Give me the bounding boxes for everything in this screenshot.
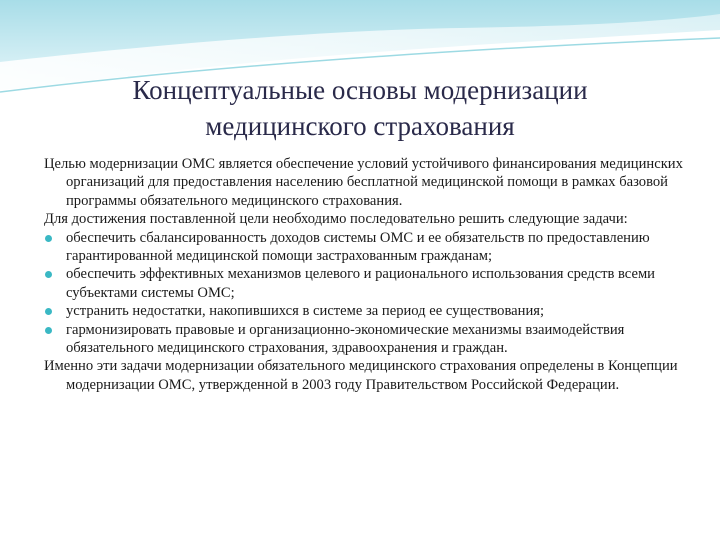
list-item — [44, 302, 684, 320]
title-line-1: Концептуальные основы модернизации — [132, 75, 588, 105]
bullet-dot-icon — [45, 271, 52, 278]
list-item — [44, 321, 684, 358]
list-item-text: гармонизировать правовые и организационно-экономические механизмы взаимодействия обязательного медицинского страхования, здравоохранения и граждан. — [66, 321, 625, 357]
bullet-dot-icon — [45, 327, 52, 334]
list-item-text: устранить недостатки, накопившихся в системе за период ее существования; — [66, 303, 545, 320]
list-item — [44, 265, 684, 302]
intro-paragraph: Целью модернизации ОМС является обеспечение условий устойчивого финансирования медицинских организаций для предоставления населению бесплатной медицинской помощи в рамках базовой программы обязательного медицинского страхования. — [44, 156, 683, 209]
title-line-2: медицинского страхования — [205, 111, 515, 141]
conclusion-paragraph: Именно эти задачи модернизации обязательного медицинского страхования определены в Концепции модернизации ОМС, утвержденной в 2003 году Правительством Российской Федерации. — [44, 358, 678, 393]
list-item-text: обеспечить эффективных механизмов целевого и рационального использования средств всеми субъектами системы ОМС; — [66, 266, 655, 301]
list-item — [44, 229, 684, 266]
body-text — [44, 155, 684, 394]
slide-title — [40, 72, 680, 144]
lead-paragraph: Для достижения поставленной цели необходимо последовательно решить следующие задачи: — [44, 211, 628, 228]
bullet-dot-icon — [45, 308, 52, 315]
bullet-dot-icon — [45, 235, 52, 242]
list-item-text: обеспечить сбалансированность доходов системы ОМС и ее обязательств по предоставлению гарантированной медицинской помощи застрахованным гражданам; — [66, 229, 650, 265]
